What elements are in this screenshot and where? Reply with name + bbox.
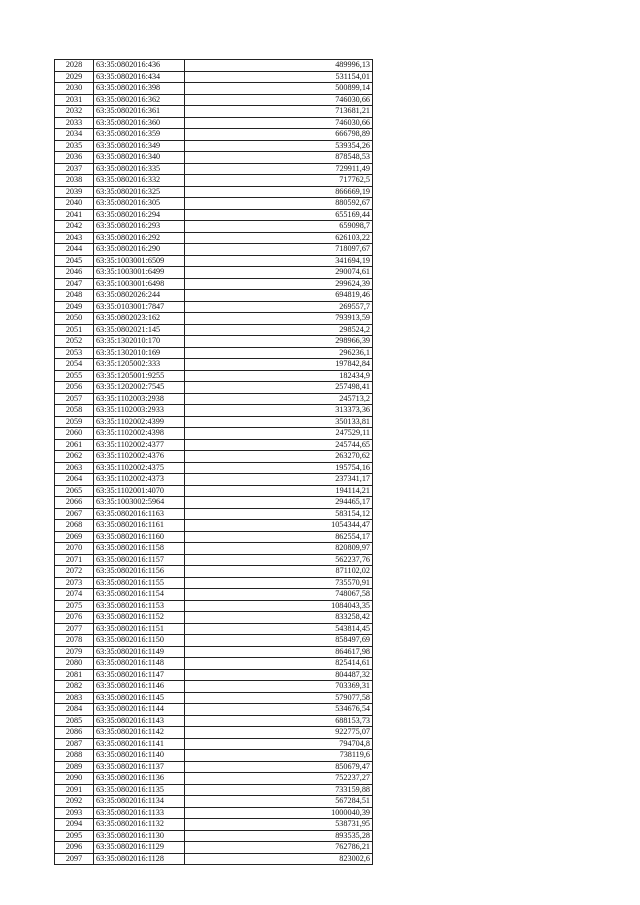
row-number-cell: 2056 <box>55 382 94 394</box>
row-number-cell: 2090 <box>55 773 94 785</box>
row-number-cell: 2057 <box>55 393 94 405</box>
cadastral-number-cell: 63:35:0802016:1132 <box>94 819 185 831</box>
row-number-cell: 2029 <box>55 71 94 83</box>
row-number-cell: 2049 <box>55 301 94 313</box>
cadastral-number-cell: 63:35:0802016:436 <box>94 60 185 72</box>
cadastral-number-cell: 63:35:0802016:1145 <box>94 692 185 704</box>
table-row <box>55 830 373 842</box>
table-row <box>55 577 373 589</box>
row-number-cell: 2087 <box>55 738 94 750</box>
cadastral-value-cell: 579077,58 <box>185 692 373 704</box>
cadastral-number-cell: 63:35:0802016:1155 <box>94 577 185 589</box>
row-number-cell: 2028 <box>55 60 94 72</box>
table-row <box>55 439 373 451</box>
cadastral-value-cell: 500899,14 <box>185 83 373 95</box>
cadastral-number-cell: 63:35:0802016:335 <box>94 163 185 175</box>
row-number-cell: 2035 <box>55 140 94 152</box>
table-row <box>55 612 373 624</box>
row-number-cell: 2048 <box>55 290 94 302</box>
cadastral-value-cell: 733159,88 <box>185 784 373 796</box>
cadastral-value-cell: 567284,51 <box>185 796 373 808</box>
table-row <box>55 451 373 463</box>
table-row <box>55 359 373 371</box>
row-number-cell: 2092 <box>55 796 94 808</box>
row-number-cell: 2033 <box>55 117 94 129</box>
cadastral-number-cell: 63:35:1102002:4399 <box>94 416 185 428</box>
row-number-cell: 2077 <box>55 623 94 635</box>
cadastral-value-cell: 1054344,47 <box>185 520 373 532</box>
table-row <box>55 244 373 256</box>
table-row <box>55 819 373 831</box>
table-row <box>55 704 373 716</box>
cadastral-value-cell: 880592,67 <box>185 198 373 210</box>
cadastral-number-cell: 63:35:1205001:9255 <box>94 370 185 382</box>
table-row <box>55 658 373 670</box>
cadastral-value-table <box>54 59 373 865</box>
cadastral-number-cell: 63:35:0802016:325 <box>94 186 185 198</box>
cadastral-number-cell: 63:35:1003001:6509 <box>94 255 185 267</box>
row-number-cell: 2041 <box>55 209 94 221</box>
cadastral-number-cell: 63:35:0802016:294 <box>94 209 185 221</box>
cadastral-number-cell: 63:35:0802016:1144 <box>94 704 185 716</box>
cadastral-value-cell: 539354,26 <box>185 140 373 152</box>
table-row <box>55 727 373 739</box>
row-number-cell: 2095 <box>55 830 94 842</box>
row-number-cell: 2032 <box>55 106 94 118</box>
cadastral-value-cell: 538731,95 <box>185 819 373 831</box>
cadastral-number-cell: 63:35:1202002:7545 <box>94 382 185 394</box>
cadastral-value-cell: 534676,54 <box>185 704 373 716</box>
cadastral-number-cell: 63:35:1102003:2938 <box>94 393 185 405</box>
table-row <box>55 543 373 555</box>
cadastral-number-cell: 63:35:0802016:332 <box>94 175 185 187</box>
table-row <box>55 566 373 578</box>
cadastral-value-cell: 762786,21 <box>185 842 373 854</box>
table-row <box>55 842 373 854</box>
row-number-cell: 2082 <box>55 681 94 693</box>
table-row <box>55 232 373 244</box>
row-number-cell: 2088 <box>55 750 94 762</box>
row-number-cell: 2096 <box>55 842 94 854</box>
row-number-cell: 2040 <box>55 198 94 210</box>
table-row <box>55 117 373 129</box>
table-row <box>55 497 373 509</box>
table-row <box>55 474 373 486</box>
cadastral-value-cell: 748067,58 <box>185 589 373 601</box>
table-row <box>55 531 373 543</box>
table-row <box>55 221 373 233</box>
cadastral-value-cell: 703369,31 <box>185 681 373 693</box>
cadastral-number-cell: 63:35:0802016:1130 <box>94 830 185 842</box>
table-row <box>55 163 373 175</box>
cadastral-value-cell: 543814,45 <box>185 623 373 635</box>
cadastral-number-cell: 63:35:0802016:1152 <box>94 612 185 624</box>
row-number-cell: 2059 <box>55 416 94 428</box>
row-number-cell: 2066 <box>55 497 94 509</box>
row-number-cell: 2052 <box>55 336 94 348</box>
cadastral-value-cell: 864617,98 <box>185 646 373 658</box>
row-number-cell: 2076 <box>55 612 94 624</box>
cadastral-number-cell: 63:35:0802016:1142 <box>94 727 185 739</box>
row-number-cell: 2054 <box>55 359 94 371</box>
table-row <box>55 347 373 359</box>
cadastral-number-cell: 63:35:0802016:305 <box>94 198 185 210</box>
cadastral-value-cell: 866669,19 <box>185 186 373 198</box>
row-number-cell: 2061 <box>55 439 94 451</box>
row-number-cell: 2070 <box>55 543 94 555</box>
cadastral-value-cell: 833258,42 <box>185 612 373 624</box>
cadastral-number-cell: 63:35:1102002:4375 <box>94 462 185 474</box>
cadastral-value-cell: 263270,62 <box>185 451 373 463</box>
table-row <box>55 106 373 118</box>
cadastral-value-cell: 245744,65 <box>185 439 373 451</box>
table-row <box>55 520 373 532</box>
table-row <box>55 129 373 141</box>
cadastral-value-cell: 878548,53 <box>185 152 373 164</box>
table-row <box>55 186 373 198</box>
cadastral-number-cell: 63:35:0103001:7847 <box>94 301 185 313</box>
row-number-cell: 2060 <box>55 428 94 440</box>
table-row <box>55 508 373 520</box>
cadastral-number-cell: 63:35:0802016:1133 <box>94 807 185 819</box>
table-row <box>55 692 373 704</box>
cadastral-value-cell: 659098,7 <box>185 221 373 233</box>
cadastral-number-cell: 63:35:0802016:1151 <box>94 623 185 635</box>
cadastral-value-cell: 746030,66 <box>185 94 373 106</box>
table-row <box>55 462 373 474</box>
row-number-cell: 2093 <box>55 807 94 819</box>
cadastral-value-cell: 1084043,35 <box>185 600 373 612</box>
cadastral-value-cell: 746030,66 <box>185 117 373 129</box>
table-row <box>55 669 373 681</box>
cadastral-value-cell: 804487,32 <box>185 669 373 681</box>
table-body <box>55 60 373 865</box>
row-number-cell: 2030 <box>55 83 94 95</box>
table-row <box>55 393 373 405</box>
cadastral-number-cell: 63:35:0802023:162 <box>94 313 185 325</box>
table-row <box>55 589 373 601</box>
table-row <box>55 761 373 773</box>
table-row <box>55 152 373 164</box>
cadastral-value-cell: 793913,59 <box>185 313 373 325</box>
cadastral-value-cell: 752237,27 <box>185 773 373 785</box>
table-row <box>55 71 373 83</box>
cadastral-number-cell: 63:35:0802016:1158 <box>94 543 185 555</box>
cadastral-value-cell: 583154,12 <box>185 508 373 520</box>
table-row <box>55 681 373 693</box>
table-row <box>55 313 373 325</box>
row-number-cell: 2068 <box>55 520 94 532</box>
table-row <box>55 796 373 808</box>
cadastral-number-cell: 63:35:0802016:1128 <box>94 853 185 865</box>
cadastral-number-cell: 63:35:1102002:4377 <box>94 439 185 451</box>
table-row <box>55 635 373 647</box>
row-number-cell: 2039 <box>55 186 94 198</box>
cadastral-value-cell: 194114,21 <box>185 485 373 497</box>
cadastral-number-cell: 63:35:0802021:145 <box>94 324 185 336</box>
row-number-cell: 2071 <box>55 554 94 566</box>
row-number-cell: 2053 <box>55 347 94 359</box>
cadastral-number-cell: 63:35:1102002:4373 <box>94 474 185 486</box>
cadastral-number-cell: 63:35:0802016:1157 <box>94 554 185 566</box>
cadastral-number-cell: 63:35:0802016:359 <box>94 129 185 141</box>
table-row <box>55 750 373 762</box>
cadastral-number-cell: 63:35:0802026:244 <box>94 290 185 302</box>
cadastral-number-cell: 63:35:1003002:5964 <box>94 497 185 509</box>
cadastral-number-cell: 63:35:0802016:1149 <box>94 646 185 658</box>
table-row <box>55 209 373 221</box>
cadastral-value-cell: 858497,69 <box>185 635 373 647</box>
cadastral-value-cell: 298524,2 <box>185 324 373 336</box>
cadastral-value-cell: 237341,17 <box>185 474 373 486</box>
cadastral-number-cell: 63:35:1302010:169 <box>94 347 185 359</box>
cadastral-value-cell: 257498,41 <box>185 382 373 394</box>
row-number-cell: 2044 <box>55 244 94 256</box>
cadastral-number-cell: 63:35:0802016:398 <box>94 83 185 95</box>
table-row <box>55 416 373 428</box>
cadastral-value-cell: 729911,49 <box>185 163 373 175</box>
cadastral-number-cell: 63:35:0802016:434 <box>94 71 185 83</box>
table-row <box>55 140 373 152</box>
row-number-cell: 2047 <box>55 278 94 290</box>
cadastral-value-cell: 820809,97 <box>185 543 373 555</box>
cadastral-number-cell: 63:35:0802016:292 <box>94 232 185 244</box>
cadastral-number-cell: 63:35:1102001:4070 <box>94 485 185 497</box>
row-number-cell: 2091 <box>55 784 94 796</box>
row-number-cell: 2065 <box>55 485 94 497</box>
cadastral-number-cell: 63:35:0802016:1141 <box>94 738 185 750</box>
cadastral-number-cell: 63:35:1205002:333 <box>94 359 185 371</box>
table-row <box>55 382 373 394</box>
cadastral-value-cell: 247529,11 <box>185 428 373 440</box>
cadastral-number-cell: 63:35:0802016:1150 <box>94 635 185 647</box>
row-number-cell: 2081 <box>55 669 94 681</box>
cadastral-number-cell: 63:35:0802016:349 <box>94 140 185 152</box>
row-number-cell: 2089 <box>55 761 94 773</box>
cadastral-value-cell: 688153,73 <box>185 715 373 727</box>
cadastral-number-cell: 63:35:0802016:361 <box>94 106 185 118</box>
cadastral-number-cell: 63:35:1302010:170 <box>94 336 185 348</box>
row-number-cell: 2038 <box>55 175 94 187</box>
cadastral-number-cell: 63:35:0802016:360 <box>94 117 185 129</box>
row-number-cell: 2063 <box>55 462 94 474</box>
cadastral-value-cell: 1000040,39 <box>185 807 373 819</box>
row-number-cell: 2042 <box>55 221 94 233</box>
table-row <box>55 94 373 106</box>
cadastral-number-cell: 63:35:1102003:2933 <box>94 405 185 417</box>
cadastral-number-cell: 63:35:0802016:293 <box>94 221 185 233</box>
cadastral-number-cell: 63:35:0802016:1156 <box>94 566 185 578</box>
cadastral-number-cell: 63:35:0802016:1148 <box>94 658 185 670</box>
cadastral-number-cell: 63:35:0802016:1161 <box>94 520 185 532</box>
row-number-cell: 2075 <box>55 600 94 612</box>
cadastral-number-cell: 63:35:0802016:1160 <box>94 531 185 543</box>
cadastral-value-cell: 694819,46 <box>185 290 373 302</box>
row-number-cell: 2094 <box>55 819 94 831</box>
row-number-cell: 2067 <box>55 508 94 520</box>
cadastral-value-cell: 531154,01 <box>185 71 373 83</box>
row-number-cell: 2097 <box>55 853 94 865</box>
row-number-cell: 2073 <box>55 577 94 589</box>
table-row <box>55 60 373 72</box>
table-row <box>55 646 373 658</box>
cadastral-number-cell: 63:35:0802016:1146 <box>94 681 185 693</box>
cadastral-value-cell: 489996,13 <box>185 60 373 72</box>
cadastral-number-cell: 63:35:0802016:1143 <box>94 715 185 727</box>
cadastral-number-cell: 63:35:0802016:1154 <box>94 589 185 601</box>
row-number-cell: 2062 <box>55 451 94 463</box>
row-number-cell: 2055 <box>55 370 94 382</box>
row-number-cell: 2031 <box>55 94 94 106</box>
table-row <box>55 301 373 313</box>
row-number-cell: 2064 <box>55 474 94 486</box>
row-number-cell: 2085 <box>55 715 94 727</box>
table-row <box>55 83 373 95</box>
row-number-cell: 2086 <box>55 727 94 739</box>
cadastral-number-cell: 63:35:0802016:1140 <box>94 750 185 762</box>
table-row <box>55 784 373 796</box>
cadastral-number-cell: 63:35:1102002:4398 <box>94 428 185 440</box>
row-number-cell: 2074 <box>55 589 94 601</box>
row-number-cell: 2058 <box>55 405 94 417</box>
table-row <box>55 198 373 210</box>
cadastral-value-cell: 350133,81 <box>185 416 373 428</box>
cadastral-number-cell: 63:35:0802016:1147 <box>94 669 185 681</box>
row-number-cell: 2084 <box>55 704 94 716</box>
row-number-cell: 2069 <box>55 531 94 543</box>
cadastral-number-cell: 63:35:0802016:290 <box>94 244 185 256</box>
table-row <box>55 370 373 382</box>
row-number-cell: 2036 <box>55 152 94 164</box>
cadastral-value-cell: 713681,21 <box>185 106 373 118</box>
table-row <box>55 623 373 635</box>
table-row <box>55 600 373 612</box>
table-row <box>55 175 373 187</box>
table-row <box>55 428 373 440</box>
cadastral-number-cell: 63:35:1102002:4376 <box>94 451 185 463</box>
cadastral-value-cell: 269557,7 <box>185 301 373 313</box>
table-row <box>55 773 373 785</box>
table-row <box>55 278 373 290</box>
cadastral-value-cell: 738119,6 <box>185 750 373 762</box>
cadastral-value-cell: 922775,07 <box>185 727 373 739</box>
cadastral-value-cell: 562237,76 <box>185 554 373 566</box>
row-number-cell: 2051 <box>55 324 94 336</box>
row-number-cell: 2080 <box>55 658 94 670</box>
cadastral-number-cell: 63:35:1003001:6499 <box>94 267 185 279</box>
cadastral-value-cell: 794704,8 <box>185 738 373 750</box>
cadastral-value-cell: 823002,6 <box>185 853 373 865</box>
table-row <box>55 290 373 302</box>
row-number-cell: 2043 <box>55 232 94 244</box>
cadastral-value-cell: 735570,91 <box>185 577 373 589</box>
cadastral-number-cell: 63:35:1003001:6498 <box>94 278 185 290</box>
cadastral-number-cell: 63:35:0802016:340 <box>94 152 185 164</box>
cadastral-number-cell: 63:35:0802016:1163 <box>94 508 185 520</box>
cadastral-number-cell: 63:35:0802016:362 <box>94 94 185 106</box>
table-row <box>55 853 373 865</box>
cadastral-number-cell: 63:35:0802016:1136 <box>94 773 185 785</box>
cadastral-value-cell: 825414,61 <box>185 658 373 670</box>
cadastral-value-cell: 666798,89 <box>185 129 373 141</box>
row-number-cell: 2037 <box>55 163 94 175</box>
table-row <box>55 738 373 750</box>
table-row <box>55 324 373 336</box>
table-row <box>55 807 373 819</box>
table-row <box>55 485 373 497</box>
cadastral-value-cell: 850679,47 <box>185 761 373 773</box>
cadastral-value-cell: 341694,19 <box>185 255 373 267</box>
cadastral-value-cell: 862554,17 <box>185 531 373 543</box>
cadastral-value-cell: 718097,67 <box>185 244 373 256</box>
cadastral-value-cell: 290074,61 <box>185 267 373 279</box>
table-row <box>55 255 373 267</box>
cadastral-value-cell: 717762,5 <box>185 175 373 187</box>
table-row <box>55 715 373 727</box>
table-row <box>55 336 373 348</box>
cadastral-number-cell: 63:35:0802016:1137 <box>94 761 185 773</box>
cadastral-value-cell: 197842,84 <box>185 359 373 371</box>
table-row <box>55 405 373 417</box>
cadastral-value-cell: 871102,02 <box>185 566 373 578</box>
row-number-cell: 2034 <box>55 129 94 141</box>
cadastral-value-cell: 313373,36 <box>185 405 373 417</box>
cadastral-number-cell: 63:35:0802016:1135 <box>94 784 185 796</box>
cadastral-value-cell: 296236,1 <box>185 347 373 359</box>
table-row <box>55 267 373 279</box>
row-number-cell: 2083 <box>55 692 94 704</box>
cadastral-value-cell: 655169,44 <box>185 209 373 221</box>
cadastral-value-cell: 245713,2 <box>185 393 373 405</box>
cadastral-value-cell: 294465,17 <box>185 497 373 509</box>
cadastral-value-cell: 626103,22 <box>185 232 373 244</box>
row-number-cell: 2079 <box>55 646 94 658</box>
row-number-cell: 2045 <box>55 255 94 267</box>
table-row <box>55 554 373 566</box>
cadastral-value-cell: 182434,9 <box>185 370 373 382</box>
cadastral-value-cell: 299624,39 <box>185 278 373 290</box>
cadastral-number-cell: 63:35:0802016:1153 <box>94 600 185 612</box>
row-number-cell: 2078 <box>55 635 94 647</box>
row-number-cell: 2072 <box>55 566 94 578</box>
cadastral-number-cell: 63:35:0802016:1129 <box>94 842 185 854</box>
cadastral-value-cell: 893535,28 <box>185 830 373 842</box>
cadastral-value-cell: 298966,39 <box>185 336 373 348</box>
row-number-cell: 2050 <box>55 313 94 325</box>
row-number-cell: 2046 <box>55 267 94 279</box>
cadastral-number-cell: 63:35:0802016:1134 <box>94 796 185 808</box>
cadastral-value-cell: 195754,16 <box>185 462 373 474</box>
